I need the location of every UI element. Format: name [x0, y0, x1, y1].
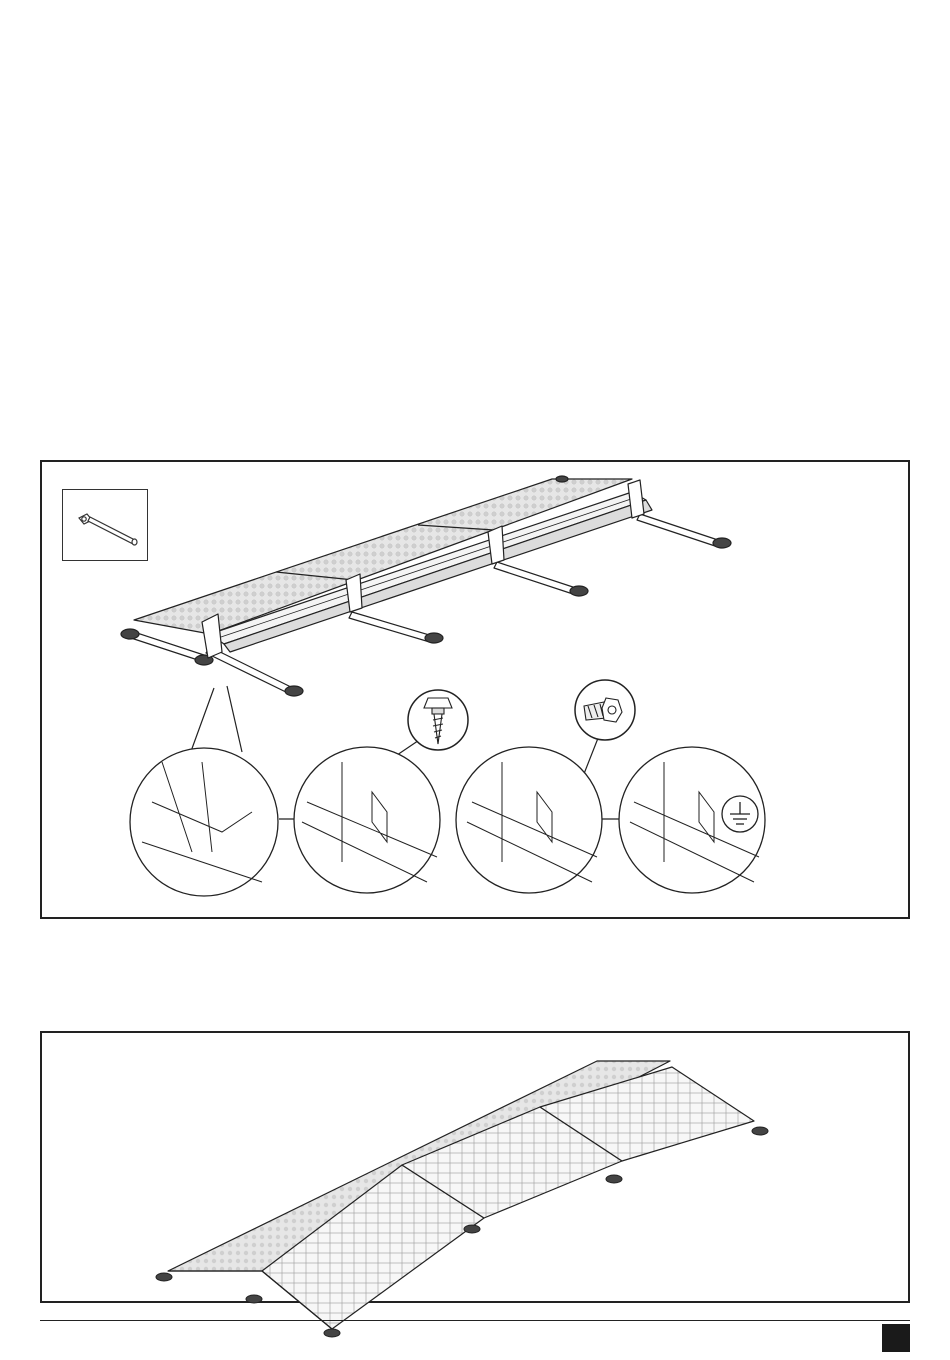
ballast-foot: [606, 1175, 622, 1183]
ballast-foot: [464, 1225, 480, 1233]
completed-array-drawing: [42, 1033, 912, 1305]
assembly-panel-frame: [40, 460, 910, 919]
ballast-foot: [156, 1273, 172, 1281]
footer-rule: [40, 1320, 910, 1321]
ballast-foot: [752, 1127, 768, 1135]
bonding-screw-step: [456, 747, 602, 893]
corner-clamp-detail: [130, 748, 278, 896]
earth-ground-icon: [722, 796, 758, 832]
ballast-foot: [324, 1329, 340, 1337]
self-drilling-screw-step: [294, 747, 440, 893]
detail-views: [42, 462, 912, 921]
ballast-foot: [246, 1295, 262, 1303]
assembly-panel-completed: [40, 1031, 910, 1303]
page-tab: [882, 1324, 910, 1352]
